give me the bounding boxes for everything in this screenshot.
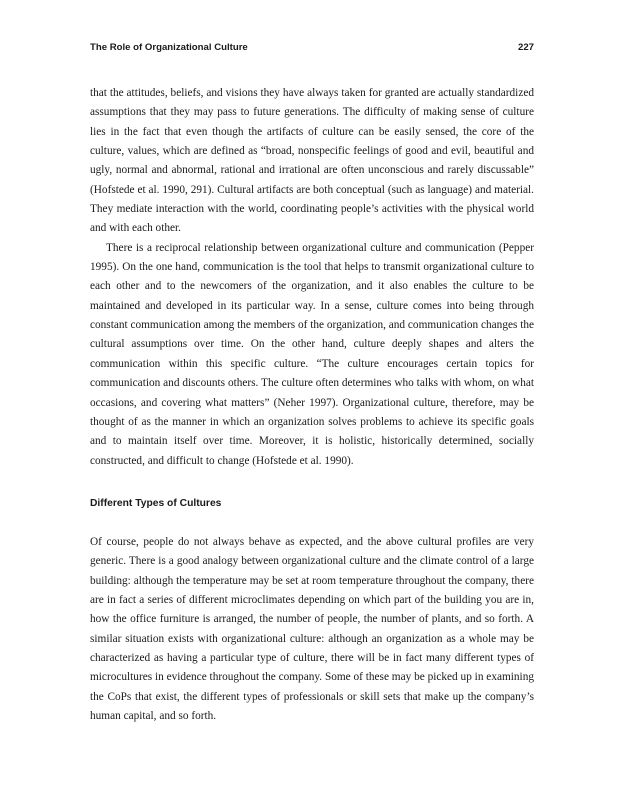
- running-title: The Role of Organizational Culture: [90, 42, 248, 53]
- page-number: 227: [517, 42, 534, 53]
- paragraph-3: Of course, people do not always behave as expected, and the above cultural profiles are very generic. There is a good analogy between organizational culture and the climate control of a large building: although the temperature may be set at room temperature throughout the company, there are in fact a series of different microclimates depending on which part of the building you are in, how the office furniture is arranged, the number of people, the number of plants, and so forth. A similar situation exists with organizational culture: although an organization as a whole may be characterized as having a particular type of culture, there will be in fact many different types of microcultures in evidence throughout the company. Some of these may be picked up in examining the CoPs that exist, the different types of professionals or skill sets that make up the company’s human capital, and so forth.: [90, 535, 534, 722]
- page-body: [90, 84, 534, 726]
- paragraph-1: that the attitudes, beliefs, and visions they have always taken for granted are actually standardized assumptions that they may pass to future generations. The difficulty of making sense of culture lies in the fact that even though the artifacts of culture can be easily sensed, the core of the culture, values, which are defined as “broad, nonspecific feelings of good and evil, beautiful and ugly, normal and abnormal, rational and irrational are often unconscious and rarely discussable” (Hofstede et al. 1990, 291). Cultural artifacts are both conceptual (such as language) and material. They mediate interaction with the world, coordinating people’s activities with the physical world and with each other.: [90, 87, 534, 235]
- section-heading: Different Types of Cultures: [90, 497, 222, 509]
- paragraph-2: There is a reciprocal relationship between organizational culture and communication (Pepper 1995). On the one hand, communication is the tool that helps to transmit organizational culture to each other and to the newcomers of the organization, and it also enables the culture to be maintained and developed in its particular way. In a sense, culture comes into being through constant communication among the members of the organization, and communication changes the cultural assumptions over time. On the other hand, culture deeply shapes and alters the communication within this specific culture. “The culture encourages certain topics for communication and discounts others. The culture often determines who talks with whom, on what occasions, and covering what matters” (Neher 1997). Organizational culture, therefore, may be thought of as the manner in which an organization solves problems to achieve its specific goals and to maintain itself over time. Moreover, it is holistic, historically determined, socially constructed, and difficult to change (Hofstede et al. 1990).: [90, 241, 535, 467]
- running-header: [90, 42, 534, 56]
